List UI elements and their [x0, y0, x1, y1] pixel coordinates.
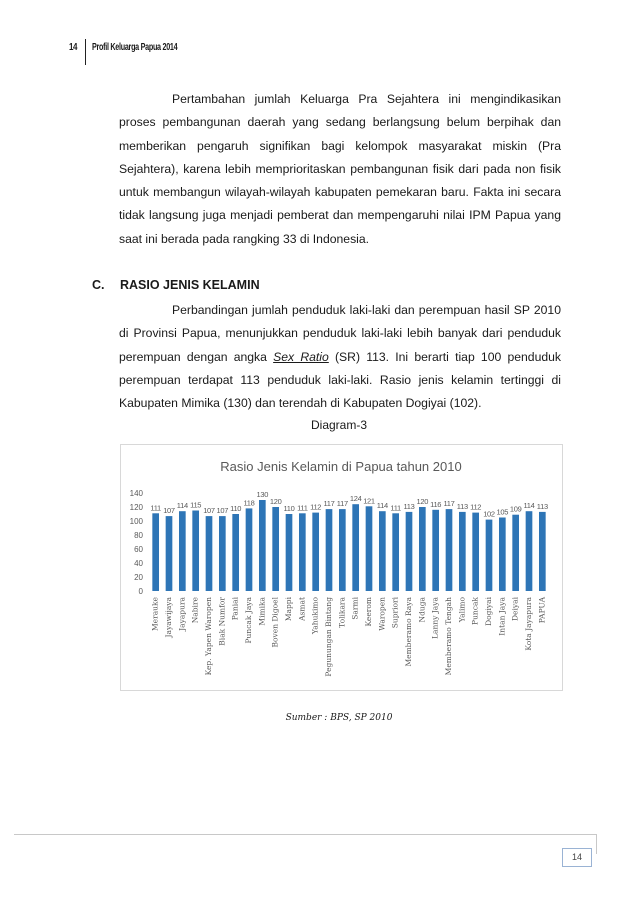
- x-tick-label-3: Nabire: [190, 597, 200, 624]
- data-label-18: 111: [390, 503, 401, 513]
- data-label-26: 105: [496, 507, 509, 517]
- footer-vertical-rule: [596, 834, 597, 854]
- bar-7: [246, 508, 253, 591]
- data-label-12: 112: [310, 502, 322, 512]
- footer-rule: [14, 834, 596, 835]
- x-tick-label-15: Sarmi: [350, 597, 360, 620]
- bar-2: [179, 511, 186, 591]
- bar-1: [166, 516, 173, 591]
- data-label-17: 114: [376, 501, 388, 511]
- data-label-20: 120: [416, 497, 429, 506]
- x-tick-label-8: Mimika: [257, 597, 267, 626]
- sex-ratio-term: Sex Ratio: [273, 349, 329, 364]
- paragraph-pra-sejahtera: [119, 88, 561, 251]
- x-tick-label-10: Mappi: [284, 597, 293, 622]
- data-label-0: 111: [150, 503, 161, 513]
- data-label-16: 121: [363, 496, 375, 506]
- data-label-4: 107: [203, 506, 215, 516]
- data-label-6: 110: [230, 504, 242, 513]
- bar-21: [432, 510, 439, 591]
- x-tick-label-18: Supriori: [390, 597, 400, 629]
- x-tick-label-28: Kota Jayapura: [524, 597, 533, 651]
- x-tick-label-4: Kep. Yapen Waropen: [204, 597, 213, 676]
- x-tick-label-16: Keerom: [364, 597, 373, 627]
- footer-page-number: 14: [562, 848, 592, 867]
- bar-3: [192, 511, 199, 592]
- data-label-28: 114: [523, 501, 535, 511]
- x-tick-label-29: PAPUA: [537, 597, 547, 624]
- x-tick-label-19: Memberamo Raya: [404, 597, 413, 667]
- header-divider: [85, 39, 86, 65]
- x-tick-label-1: Jayawijaya: [164, 597, 173, 638]
- x-tick-label-27: Deiyai: [510, 597, 520, 621]
- x-tick-label-0: Merauke: [150, 597, 160, 631]
- diagram-label: Diagram-3: [310, 418, 367, 432]
- x-tick-label-5: Biak Numfor: [217, 597, 227, 646]
- x-tick-label-14: Tolikara: [337, 597, 347, 628]
- bar-26: [499, 518, 506, 592]
- bar-0: [152, 513, 159, 591]
- bar-22: [446, 509, 453, 591]
- bar-15: [352, 504, 359, 591]
- bar-18: [392, 513, 399, 591]
- data-label-23: 113: [456, 501, 468, 511]
- page-header: [69, 39, 211, 65]
- data-label-13: 117: [323, 499, 335, 509]
- data-label-21: 116: [430, 499, 442, 509]
- y-tick-label: 100: [129, 517, 143, 526]
- bar-10: [286, 514, 293, 591]
- x-tick-label-26: Intan Jaya: [497, 597, 507, 636]
- bar-23: [459, 512, 466, 591]
- data-label-3: 115: [190, 500, 202, 510]
- y-tick-label: 40: [134, 559, 143, 568]
- data-label-9: 120: [269, 497, 282, 506]
- bar-6: [232, 514, 239, 591]
- y-tick-label: 20: [134, 573, 143, 582]
- bar-25: [486, 520, 493, 591]
- data-label-7: 118: [243, 498, 255, 508]
- paragraph-2-text: [119, 299, 561, 415]
- x-tick-label-11: Asmat: [297, 597, 307, 621]
- data-label-10: 110: [283, 504, 295, 513]
- bar-28: [526, 511, 533, 591]
- paragraph-2-before: Perbandingan jumlah penduduk laki-laki dan perempuan hasil SP 2010 di Provinsi Papua, menunjukkan penduduk laki-laki lebih banyak dari penduduk perempuan dengan angka: [119, 303, 561, 364]
- y-tick-label: 140: [129, 489, 143, 498]
- data-label-22: 117: [443, 499, 455, 509]
- y-tick-label: 60: [134, 545, 143, 554]
- x-tick-label-9: Boven Digoel: [270, 597, 280, 648]
- data-label-15: 124: [349, 494, 362, 504]
- bar-4: [206, 516, 213, 591]
- data-label-1: 107: [163, 506, 175, 516]
- bar-17: [379, 511, 386, 591]
- data-label-14: 117: [336, 499, 348, 509]
- x-tick-label-22: Memberamo Tengah: [444, 597, 453, 676]
- bar-11: [299, 513, 306, 591]
- header-page-number: 14: [69, 42, 78, 53]
- bar-24: [472, 513, 479, 591]
- bar-16: [366, 506, 373, 591]
- x-tick-label-24: Puncak: [470, 597, 480, 625]
- data-label-8: 130: [256, 490, 269, 499]
- chart-title: Rasio Jenis Kelamin di Papua tahun 2010: [220, 459, 462, 474]
- x-tick-label-7: Puncak Jaya: [244, 597, 253, 644]
- paragraph-2-after: (SR) 113. Ini berarti tiap 100 penduduk perempuan terdapat 113 penduduk laki-laki. Rasio jenis kelamin tertinggi di Kabupaten Mimika (130) dan terendah di Kabupaten Dogiyai (102).: [119, 349, 561, 411]
- paragraph-1-text: Pertambahan jumlah Keluarga Pra Sejahtera ini mengindikasikan proses pembangunan daerah yang sedang berlangsung belum berpihak dan memberikan pengaruh signifikan bagi kelompok masyarakat miskin (Pra Sejahtera), karena lebih memprioritaskan pembangunan fisik dari pada non fisik untuk membangun wilayah-wilayah kabupaten pemekaran baru. Fakta ini secara tidak langsung juga menjadi pemberat dan mempengaruhi nilai IPM Papua yang saat ini berada pada rangking 33 di Indonesia.: [119, 92, 561, 246]
- bar-9: [272, 507, 279, 591]
- y-axis: [130, 489, 144, 596]
- bar-8: [259, 500, 266, 591]
- x-tick-label-13: Pegunungan Bintang: [324, 597, 333, 677]
- x-tick-label-12: Yahukimo: [310, 597, 320, 635]
- x-axis: [151, 596, 547, 676]
- y-tick-label: 0: [138, 587, 143, 596]
- x-tick-label-17: Waropen: [377, 597, 387, 631]
- chart-source: Sumber : BPS, SP 2010: [285, 713, 393, 723]
- x-tick-label-21: Lanny Jaya: [430, 597, 440, 639]
- section-heading: [92, 278, 260, 292]
- bar-20: [419, 507, 426, 591]
- x-tick-label-23: Yalimo: [457, 597, 467, 623]
- x-tick-label-6: Paniai: [230, 597, 240, 621]
- data-label-27: 109: [509, 504, 522, 514]
- bar-12: [312, 513, 319, 591]
- data-label-2: 114: [176, 501, 188, 511]
- bar-13: [326, 509, 333, 591]
- x-tick-label-25: Dogiyai: [484, 597, 493, 626]
- x-tick-label-20: Nduga: [417, 597, 427, 623]
- y-tick-label: 120: [129, 503, 143, 512]
- data-label-19: 113: [403, 501, 415, 511]
- section-title: RASIO JENIS KELAMIN: [120, 278, 260, 292]
- paragraph-sex-ratio: [119, 299, 561, 415]
- data-label-24: 112: [470, 502, 482, 512]
- bar-27: [512, 515, 519, 591]
- chart-svg: [121, 445, 562, 690]
- y-tick-label: 80: [134, 531, 143, 540]
- bar-29: [539, 512, 546, 591]
- data-label-29: 113: [536, 501, 548, 511]
- header-title: Profil Keluarga Papua 2014: [92, 42, 178, 53]
- section-letter: C.: [92, 278, 105, 292]
- data-label-5: 107: [216, 506, 229, 516]
- x-tick-label-2: Jayapura: [177, 597, 187, 631]
- sex-ratio-chart: [120, 444, 563, 691]
- data-labels-group: [150, 490, 548, 519]
- bar-14: [339, 509, 346, 591]
- data-label-25: 102: [483, 509, 495, 519]
- bar-19: [406, 512, 413, 591]
- data-label-11: 111: [297, 503, 308, 513]
- bar-5: [219, 516, 226, 591]
